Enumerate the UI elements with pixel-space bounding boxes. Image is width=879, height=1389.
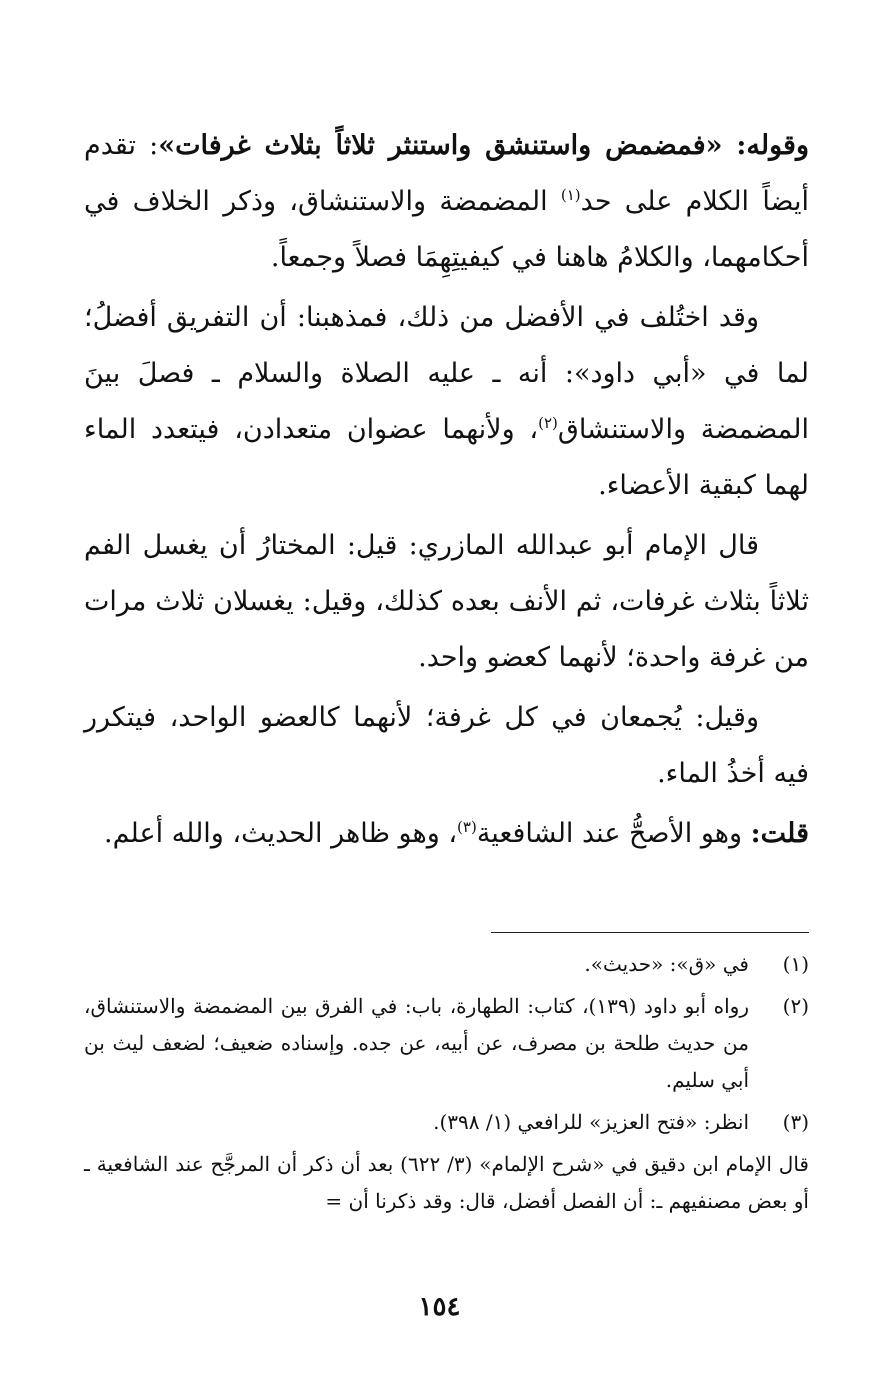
paragraph-5-text-b: ، وهو ظاهر الحديث، والله أعلم. [103, 818, 458, 849]
footnotes-section [84, 946, 809, 1220]
paragraph-2-text-a: وقد اختُلف في الأفضل من ذلك، فمذهبنا: أن التفريق أفضلُ؛ لما في «أبي داود»: أنه ـ عليه الصلاة والسلام ـ فصلَ بينَ المضمضة والاستنشاق [84, 302, 809, 445]
author-remark-lead: قلت: [750, 818, 809, 849]
footnote-1 [84, 946, 809, 983]
footnote-number: (٢) [782, 994, 809, 1018]
footnote-2 [84, 988, 809, 1099]
paragraph-1-text-a: : تقدم أيضاً الكلام على حد [84, 130, 809, 217]
footnote-text: في «ق»: «حديث». [584, 952, 749, 976]
footnote-3 [84, 1104, 809, 1141]
paragraph-2 [84, 290, 809, 514]
footnote-ref-2[interactable]: (٢) [538, 414, 558, 432]
paragraph-3: قال الإمام أبو عبدالله المازري: قيل: المختارُ أن يغسل الفم ثلاثاً بثلاث غرفات، ثم الأنف بعده كذلك، وقيل: يغسلان ثلاث مرات من غرفة واحدة؛ لأنهما كعضو واحد. [84, 530, 809, 673]
page-number: ١٥٤ [418, 1292, 461, 1322]
footnote-number: (٣) [782, 1110, 809, 1134]
footnote-number: (١) [782, 952, 809, 976]
footnote-text: رواه أبو داود (١٣٩)، كتاب: الطهارة، باب: في الفرق بين المضمضة والاستنشاق، من حديث طلحة بن مصرف، عن أبيه، عن جده. وإسناده ضعيف؛ لضعف ليث بن أبي سليم. [84, 994, 749, 1092]
paragraph-1 [84, 118, 809, 286]
footnote-separator [491, 932, 809, 933]
footnote-ref-3[interactable]: (٣) [457, 818, 477, 836]
paragraph-5 [84, 806, 809, 862]
footnote-continuation: قال الإمام ابن دقيق في «شرح الإلمام» (٣/ ٦٢٢) بعد أن ذكر أن المرجَّح عند الشافعية ـ أو بعض مصنفيهم ـ: أن الفصل أفضل، قال: وقد ذكرنا أن = [84, 1152, 809, 1213]
main-text [84, 118, 809, 866]
paragraph-5-text-a: وهو الأصحُّ عند الشافعية [476, 818, 751, 849]
paragraph-4: وقيل: يُجمعان في كل غرفة؛ لأنهما كالعضو الواحد، فيتكرر فيه أخذُ الماء. [84, 702, 809, 789]
paragraph-1-text-b: المضمضة والاستنشاق، وذكر الخلاف في أحكامهما، والكلامُ هاهنا في كيفيتِهِمَا فصلاً وجمعاً. [84, 186, 809, 273]
quoted-hadith-lead: وقوله: «فمضمض واستنشق واستنثر ثلاثاً بثلاث غرفات» [158, 130, 809, 161]
footnote-ref-1[interactable]: (١) [560, 186, 581, 204]
paragraph-2-text-b: ، ولأنهما عضوان متعدادن، فيتعدد الماء لهما كبقية الأعضاء. [84, 414, 809, 501]
footnote-text: انظر: «فتح العزيز» للرافعي (١/ ٣٩٨). [433, 1110, 749, 1134]
